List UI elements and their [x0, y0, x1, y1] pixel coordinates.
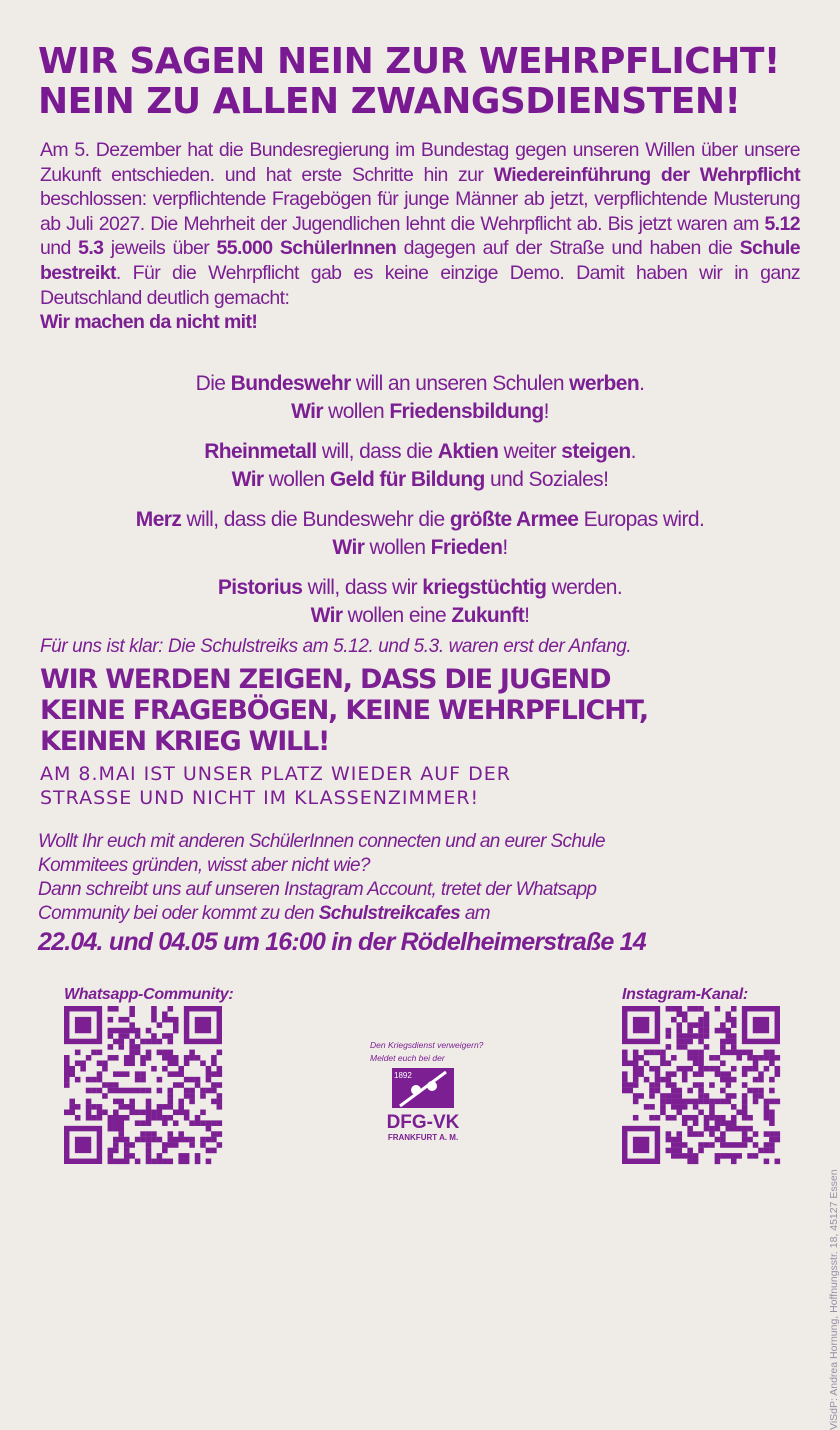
intro-bold: 5.12 — [764, 212, 800, 235]
event-dates: 22.04. und 04.05 um 16:00 in der Rödelheimerstraße 14 — [38, 928, 646, 956]
intro-paragraph — [40, 138, 800, 335]
logo-tagline-2: Meldet euch bei der — [370, 1053, 445, 1063]
statement-pair — [40, 370, 800, 426]
visdp-imprint: ViSdP: Andrea Hornung, Hoffnungsstr. 18, 45127 Essen — [828, 1169, 840, 1430]
statement-line: Pistorius will, dass wir kriegstüchtig werden. — [217, 576, 623, 599]
dfg-vk-logo — [360, 1030, 500, 1150]
intro-bold: Schule bestreikt — [40, 237, 800, 284]
intro-text: und — [40, 237, 79, 260]
may-announcement — [40, 762, 800, 810]
statement-line: Merz will, dass die Bundeswehr die größte Armee Europas wird. — [135, 508, 705, 531]
intro-text: . Für die Wehrpflicht gab es keine einzige Demo. Damit haben wir in ganz Deutschland deutlich gemacht: — [40, 261, 800, 309]
big-statement-line: KEINE FRAGEBÖGEN, KEINE WEHRPFLICHT, — [40, 695, 648, 726]
whatsapp-label: Whatsapp-Community: — [64, 986, 234, 1003]
big-statement-line: WIR WERDEN ZEIGEN, DASS DIE JUGEND — [40, 664, 611, 695]
hand-icon — [411, 1085, 421, 1095]
logo-year: 1892 — [394, 1071, 412, 1080]
intro-text: beschlossen: verpflichtende Fragebögen für junge Männer ab jetzt, verpflichtende Musterung ab Juli 2027. Die Mehrheit der Jugendlichen lehnt die Wehrpflicht ab. Bis jetzt waren am — [40, 188, 800, 235]
logo-city: FRANKFURT A. M. — [387, 1133, 459, 1142]
instagram-label: Instagram-Kanal: — [622, 986, 748, 1003]
statement-pair — [40, 438, 800, 494]
response-line: Wir wollen eine Zukunft! — [310, 604, 530, 627]
may-line: STRASSE UND NICHT IM KLASSENZIMMER! — [40, 787, 480, 809]
connect-line: Wollt Ihr euch mit anderen SchülerInnen connecten und an eurer Schule — [38, 831, 605, 852]
intro-text: dagegen auf der Straße und haben die — [396, 237, 740, 260]
connect-line: Kommitees gründen, wisst aber nicht wie? — [38, 855, 370, 876]
response-line: Wir wollen Geld für Bildung und Soziales! — [231, 468, 609, 491]
response-line: Wir wollen Frieden! — [332, 536, 508, 559]
headline-line-2: NEIN ZU ALLEN ZWANGSDIENSTEN! — [38, 81, 741, 122]
statement-pair — [40, 574, 800, 630]
response-line: Wir wollen Friedensbildung! — [291, 400, 549, 423]
connect-line: Dann schreibt uns auf unseren Instagram Account, tretet der Whatsapp — [38, 879, 597, 900]
big-statement-line: KEINEN KRIEG WILL! — [40, 726, 330, 757]
intro-bold: 5.3 — [78, 237, 104, 260]
whatsapp-qr-code[interactable] — [64, 1006, 222, 1164]
statement-line: Die Bundeswehr will an unseren Schulen werben. — [195, 372, 645, 395]
headline — [38, 42, 818, 122]
hand-icon — [427, 1081, 437, 1091]
intro-bold: Wiedereinführung der Wehrpflicht — [493, 163, 800, 186]
intro-conclusion: Wir machen da nicht mit! — [40, 311, 258, 334]
may-line: AM 8.MAI IST UNSER PLATZ WIEDER AUF DER — [40, 763, 511, 785]
intro-text: Am 5. Dezember hat die Bundesregierung im Bundestag gegen unseren Willen über unsere Zukunft entschieden. und hat erste Schritte hin zur — [40, 139, 800, 186]
logo-name: DFG-VK — [386, 1112, 460, 1133]
intro-bold: 55.000 SchülerInnen — [216, 237, 397, 260]
claim-text: Für uns ist klar: Die Schulstreiks am 5.12. und 5.3. waren erst der Anfang. — [40, 636, 632, 657]
logo-tagline: Den Kriegsdienst verweigern? — [370, 1040, 484, 1050]
contrast-statements — [40, 370, 800, 642]
intro-text: jeweils über — [103, 237, 217, 260]
statement-pair — [40, 506, 800, 562]
headline-line-1: WIR SAGEN NEIN ZUR WEHRPFLICHT! — [38, 41, 780, 82]
connect-line: Community bei oder kommt zu den Schulstreikcafes am — [38, 903, 491, 924]
big-statement — [40, 664, 800, 757]
statement-line: Rheinmetall will, dass die Aktien weiter steigen. — [204, 440, 636, 463]
connect-text — [38, 830, 798, 926]
instagram-qr-code[interactable] — [622, 1006, 780, 1164]
